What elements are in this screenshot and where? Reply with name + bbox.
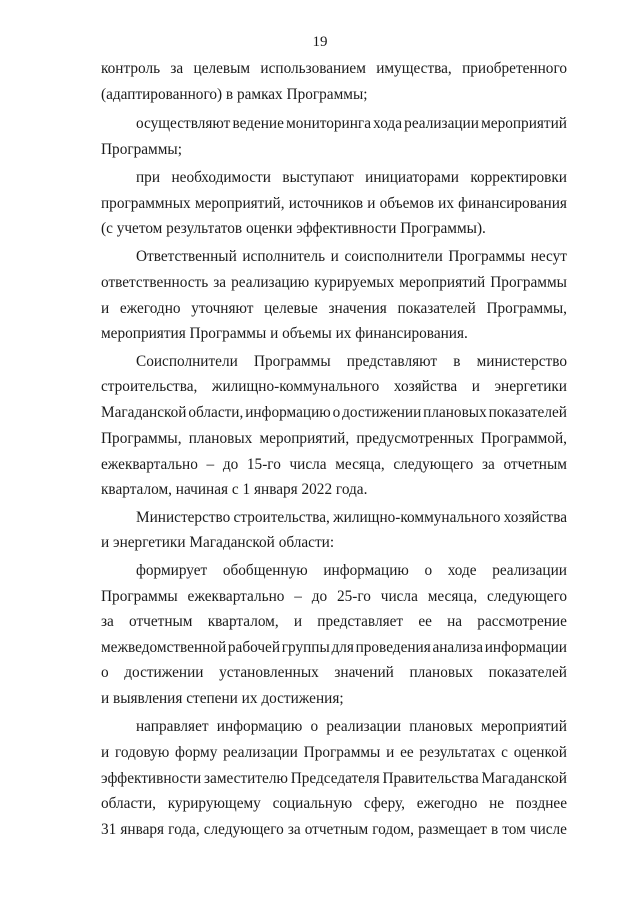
text-line: Программы, плановых мероприятий, предусмотренных Программой, — [101, 430, 567, 447]
text-line: и годовую форму реализации Программы и ее результатах с оценкой — [101, 744, 567, 761]
text-line: области, курирующему социальную сферу, ежегодно не позднее — [101, 795, 567, 812]
text-line: строительства, жилищно-коммунального хозяйства и энергетики — [101, 378, 567, 395]
text-line: межведомственной рабочей группы для проведения анализа информации — [101, 639, 567, 656]
text-line: о достижении установленных значений плановых показателей — [101, 664, 567, 681]
text-line: кварталом, начиная с 1 января 2022 года. — [101, 481, 368, 498]
text-line: Магаданской области, информацию о достижении плановых показателей — [101, 404, 567, 421]
text-line: ежеквартально – до 15-го числа месяца, следующего за отчетным — [101, 456, 567, 473]
text-line: контроль за целевым использованием имущества, приобретенного — [101, 60, 567, 77]
text-line: Соисполнители Программы представляют в министерство — [136, 353, 567, 370]
text-line: Программы ежеквартально – до 25-го числа месяца, следующего — [101, 588, 567, 605]
text-line: мероприятия Программы и объемы их финансирования. — [101, 325, 468, 342]
text-line: формирует обобщенную информацию о ходе реализации — [136, 562, 567, 579]
text-line: направляет информацию о реализации плановых мероприятий — [136, 718, 567, 735]
text-line: при необходимости выступают инициаторами корректировки — [136, 169, 567, 186]
page-number: 19 — [312, 34, 328, 50]
text-line: ответственность за реализацию курируемых мероприятий Программы — [101, 274, 567, 291]
text-line: (адаптированного) в рамках Программы; — [101, 86, 368, 103]
text-line: и выявления степени их достижения; — [101, 690, 344, 707]
text-line: Ответственный исполнитель и соисполнители Программы несут — [136, 248, 567, 265]
text-line: (с учетом результатов оценки эффективности Программы). — [101, 220, 486, 237]
text-line: 31 января года, следующего за отчетным годом, размещает в том числе — [101, 821, 567, 838]
text-line: Программы; — [101, 141, 182, 158]
text-line: и ежегодно уточняют целевые значения показателей Программы, — [101, 300, 567, 317]
text-line: программных мероприятий, источников и объемов их финансирования — [101, 195, 567, 212]
text-line: за отчетным кварталом, и представляет ее на рассмотрение — [101, 613, 567, 630]
text-line: и энергетики Магаданской области: — [101, 534, 335, 551]
text-line: осуществляют ведение мониторинга хода реализации мероприятий — [136, 115, 567, 132]
text-line: Министерство строительства, жилищно-коммунального хозяйства — [136, 509, 567, 526]
text-line: эффективности заместителю Председателя Правительства Магаданской — [101, 770, 567, 787]
